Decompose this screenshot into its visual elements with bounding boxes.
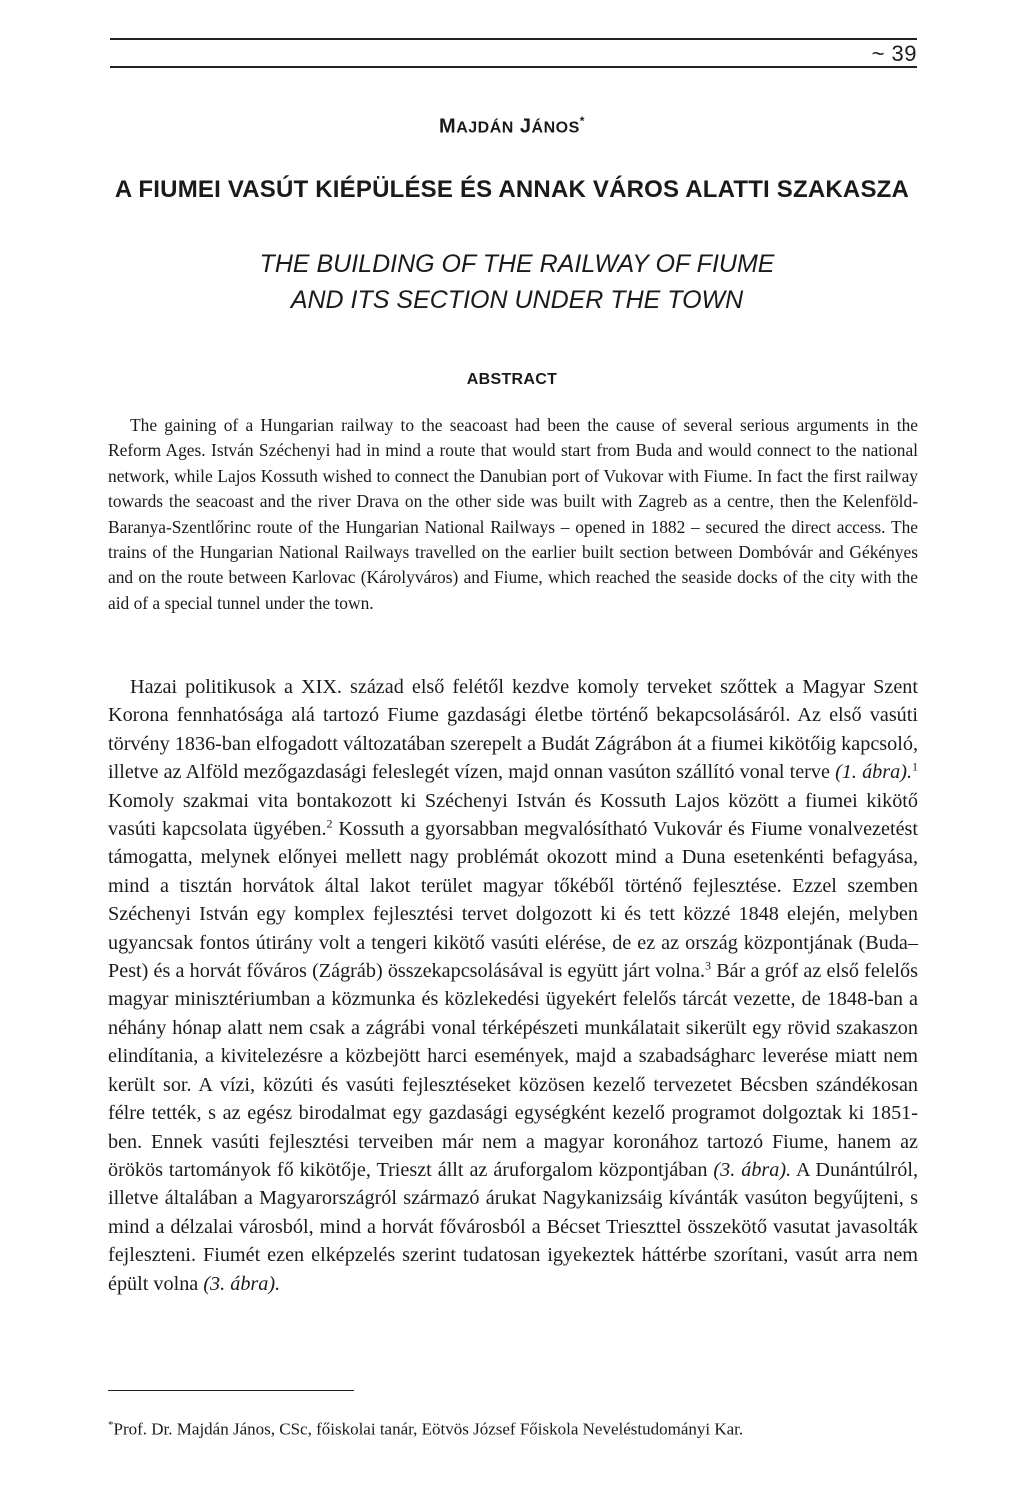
body-paragraph — [108, 673, 918, 1298]
footnote-divider — [108, 1390, 354, 1391]
body-text-5: A Dunántúlról, illetve általában a Magyarországról származó árukat Nagykanizsáig kívánták vasúton begyűjteni, s mind a délzalai városból, mind a horvát fővárosból a Bécset Trieszttel összekötő vasutat javasolták fejleszteni. Fiumét ezen elképzelés szerint tudatosan igyekeztek háttérbe szorítani, vasút arra nem épült volna — [108, 1158, 919, 1295]
footnote-ref-2: 2 — [326, 816, 333, 831]
subtitle-line-1: THE BUILDING OF THE RAILWAY OF FIUME — [259, 250, 775, 278]
author-rest-2: ÁNOS — [531, 119, 580, 137]
author-name — [0, 114, 1024, 139]
body-text-3: Kossuth a gyorsabban megvalósítható Vukovár és Fiume vonalvezetést támogatta, melynek előnyei mellett nagy problémát okozott mind a Duna esetenkénti befagyása, mind a tisztán horvátok által lakot terület magyar tőkéből történő fejlesztése. Ezzel szemben Széchenyi István egy komplex fejlesztési tervet dolgozott ki és tett közzé 1848 elején, melyben ugyancsak fontos útirány volt a tengeri kikötő vasúti elérése, de ez az ország központjának (Buda–Pest) és a horvát főváros (Zágráb) összekapcsolásával is együtt járt volna. — [108, 818, 918, 983]
author-initial-1: M — [439, 115, 457, 138]
author-footnote-marker: * — [579, 114, 585, 128]
author-footnote — [108, 1419, 918, 1440]
figure-ref-3: (3. ábra). — [203, 1272, 281, 1295]
subtitle-line-2: AND ITS SECTION UNDER THE TOWN — [290, 286, 744, 314]
footnote-marker: * — [108, 1419, 114, 1431]
article-title: A FIUMEI VASÚT KIÉPÜLÉSE ÉS ANNAK VÁROS ALATTI SZAKASZA — [114, 176, 910, 203]
body-text-2: Komoly szakmai vita bontakozott ki Széchenyi István és Kossuth Lajos között a fiumei kikötő vasúti kapcsolata ügyében. — [108, 789, 918, 841]
footnote-text: Prof. Dr. Majdán János, CSc, főiskolai tanár, Eötvös József Főiskola Neveléstudományi Kar. — [113, 1419, 744, 1439]
author-initial-2: J — [519, 115, 532, 138]
abstract-text: The gaining of a Hungarian railway to the seacoast had been the cause of several serious arguments in the Reform Ages. István Széchenyi had in mind a route that would start from Buda and would connect to the national network, while Lajos Kossuth wished to connect the Danubian port of Vukovar with Fiume. In fact the first railway towards the seacoast and the river Drava on the other side was built with Zagreb as a centre, then the Kelenföld-Baranya-Szentlőrinc route of the Hungarian National Railways – opened in 1882 – secured the direct access. The trains of the Hungarian National Railways travelled on the earlier built section between Dombóvár and Gékényes and on the route between Karlovac (Károlyváros) and Fiume, which reached the seaside docks of the city with the aid of a special tunnel under the town. — [108, 415, 918, 613]
body-text-4: Bár a gróf az első felelős magyar minisztériumban a közmunka és közlekedési ügyekért felelős tárcát vezette, de 1848-ban a néhány hónap alatt nem csak a zágrábi vonal térképészeti munkálatait sikerült egy rövid szakaszon elindítania, a kivitelezésre a közbejött harci események, majd a szabadságharc leverése miatt nem került sor. A vízi, közúti és vasúti fejlesztéseket közösen kezelő tervezetet Bécsben szándékosan félre tették, s az egész birodalmat egy gazdasági egységként kezelő programot dolgoztak ki 1851-ben. Ennek vasúti fejlesztési terveiben már nem a magyar koronához tartozó Fiume, hanem az örökös tartományok fő kikötője, Trieszt állt az áruforgalom központjában — [108, 960, 918, 1181]
author-rest-1: AJDÁN — [456, 119, 514, 137]
figure-ref-2: (3. ábra). — [713, 1158, 792, 1181]
article-subtitle — [0, 246, 1024, 318]
header-rule-top — [110, 38, 917, 40]
page-number: ~ 39 — [871, 41, 917, 66]
figure-ref-1: (1. ábra). — [835, 761, 912, 784]
footnote-ref-1: 1 — [912, 759, 918, 774]
body-text-1: Hazai politikusok a XIX. század első felétől kezdve komoly terveket szőttek a Magyar Szent Korona fennhatósága alá tartozó Fiume gazdasági életbe történő bekapcsolásáról. Az első vasúti törvény 1836-ban elfogadott változatában szerepelt a Budát Zágrábon át a fiumei kikötőig kapcsoló, illetve az Alföld mezőgazdasági feleslegét vízen, majd onnan vasúton szállító vonal terve — [108, 676, 918, 784]
footnote-ref-3: 3 — [705, 958, 712, 973]
header-rule-bottom — [110, 66, 917, 68]
abstract-heading: ABSTRACT — [466, 371, 558, 388]
